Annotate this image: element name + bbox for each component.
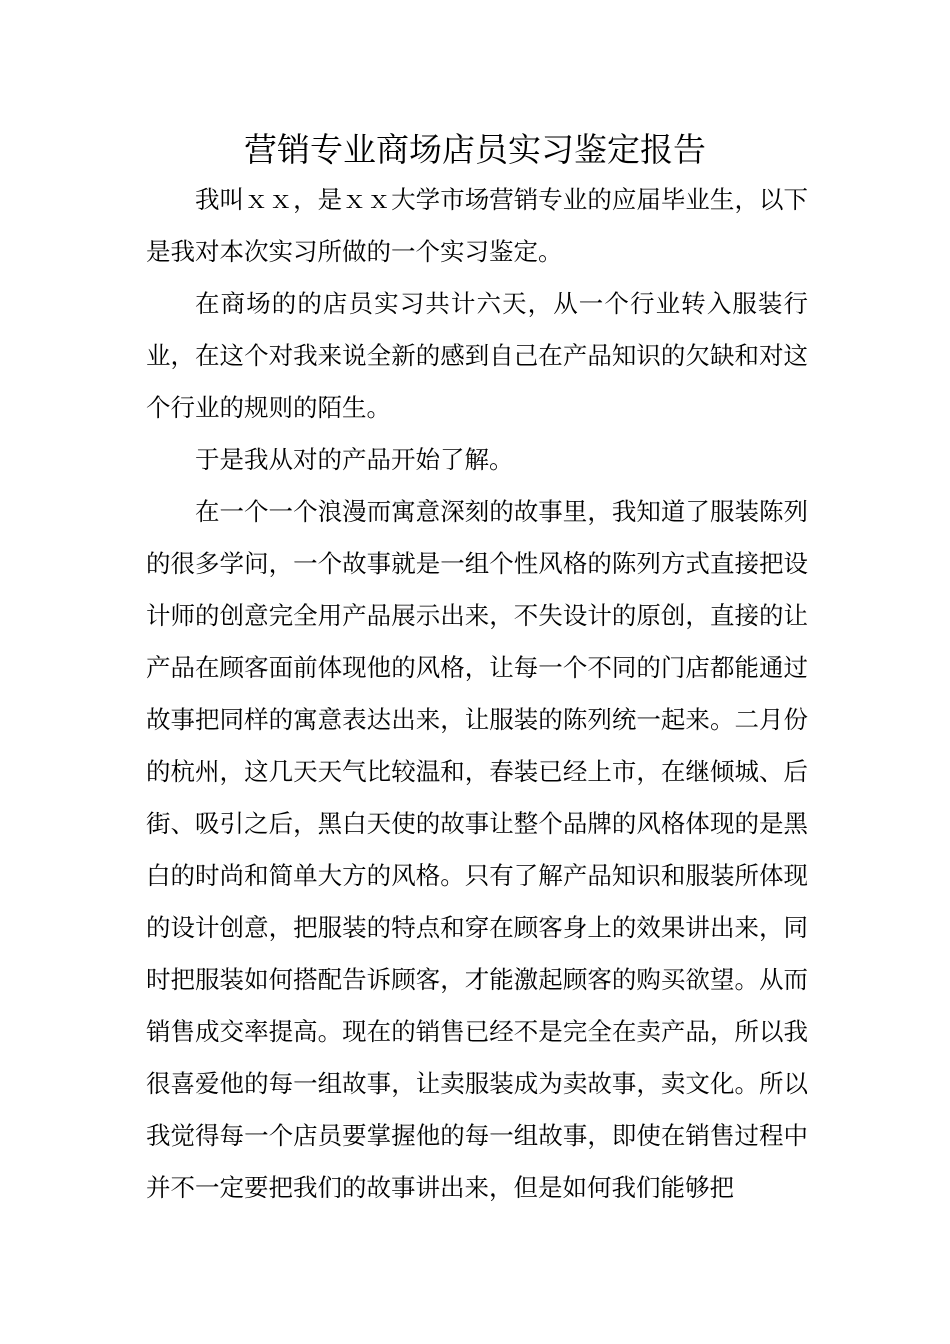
document-title: 营销专业商场店员实习鉴定报告: [244, 130, 706, 169]
paragraph-internship-overview: 在商场的的店员实习共计六天，从一个行业转入服装行业，在这个对我来说全新的感到自己在产品知识的欠缺和对这个行业的规则的陌生。: [146, 289, 808, 422]
paragraph-intro: 我叫ｘｘ，是ｘｘ大学市场营销专业的应届毕业生，以下是我对本次实习所做的一个实习鉴定。: [146, 185, 808, 266]
paragraph-product-learning: 于是我从对的产品开始了解。: [195, 445, 514, 474]
paragraph-story-display: 在一个一个浪漫而寓意深刻的故事里，我知道了服装陈列的很多学问，一个故事就是一组个性风格的陈列方式直接把设计师的创意完全用产品展示出来，不失设计的原创，直接的让产品在顾客面前体现他的风格，让每一个不同的门店都能通过故事把同样的寓意表达出来，让服装的陈列统一起来。二月份的杭州，这几天天气比较温和，春装已经上市，在继倾城、后街、吸引之后，黑白天使的故事让整个品牌的风格体现的是黑白的时尚和简单大方的风格。只有了解产品知识和服装所体现的设计创意，把服装的特点和穿在顾客身上的效果讲出来，同时把服装如何搭配告诉顾客，才能激起顾客的购买欲望。从而销售成交率提高。现在的销售已经不是完全在卖产品，所以我很喜爱他的每一组故事，让卖服装成为卖故事，卖文化。所以我觉得每一个店员要掌握他的每一组故事，即使在销售过程中并不一定要把我们的故事讲出来，但是如何我们能够把: [146, 497, 808, 1202]
document-body: [146, 174, 808, 1214]
